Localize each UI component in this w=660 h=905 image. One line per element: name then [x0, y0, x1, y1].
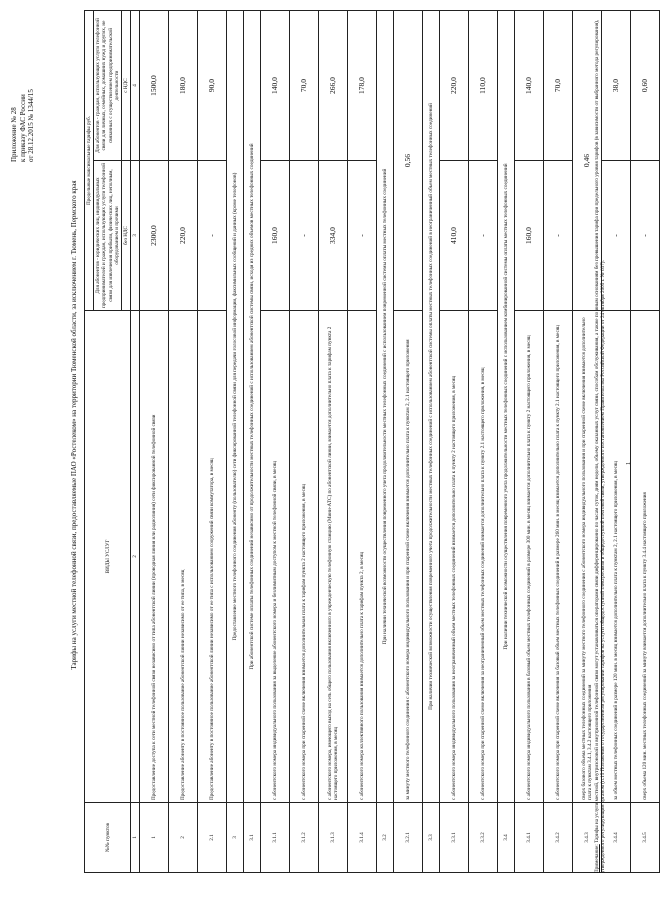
tariff-private-cell: 70,0: [544, 11, 573, 161]
row-number-cell: 3.2: [377, 803, 394, 873]
table-row: [261, 11, 290, 873]
tariff-merged-cell: 0,46: [573, 11, 602, 311]
service-description-cell: сверх базового объема местных телефонных соединений за минуту местного телефонного соединения с абонентского номера индивидуального пользования и при спаренной схеме включения взимается дополнительно плата к пунктам 3.4.1, 3.4.2 настоящего приложения: [573, 311, 602, 803]
row-number-cell: 3.3.2: [469, 803, 498, 873]
page-mark: 1: [626, 462, 632, 465]
row-number-cell: 3.4.1: [515, 803, 544, 873]
section-heading-cell: При наличии технической возможности осуществления повременного учета продолжительности местных телефонных соединений с использованием повременной системы оплаты местных телефонных соединений: [377, 11, 394, 803]
table-row: [140, 11, 169, 873]
table-row: [515, 11, 544, 873]
tariff-private-cell: 0,60: [631, 11, 660, 161]
tariff-legal-cell: -: [469, 161, 498, 311]
row-number-cell: 3: [227, 803, 244, 873]
tariff-legal-cell: 334,0: [319, 161, 348, 311]
appendix-line-2: к приказу ФАС России: [18, 94, 27, 162]
table-body: [140, 11, 660, 873]
tariff-private-cell: 110,0: [469, 11, 498, 161]
section-heading-cell: Предоставление местного телефонного соединения абоненту (пользователю) сети фиксированной телефонной связи для передачи голосовой информации, факсимильных сообщений и данных (кроме телефонов): [227, 11, 244, 803]
tariff-private-cell: 266,0: [319, 11, 348, 161]
col-index-2: 2: [131, 311, 140, 803]
row-number-cell: 3.1.2: [290, 803, 319, 873]
col-kind-header: ВИДЫ УСЛУГ: [85, 311, 131, 803]
footnote-text: Тарифы на услуги местной, внутризоновой и внутризонной телефонной связи могут устанавливаться операторами связи дифференцированно по часам суток, дням недели, объему оказанных услуг связи, способам обслуживания, а также по иным основаниям без превышения тарифа при предельного уровня тарифов (в зависимости от выбранного метода регулирования), утвержденного регулирующим органом (п.15 Положения о государственном регулировании тарифов на услуги общедоступной электросвязи и общедоступной почтовой связи, утвержденного постановлением Правительства Российской Федерации от 24 октября 2005 г. № 637).: [594, 19, 607, 873]
tariff-private-cell: 180,0: [169, 11, 198, 161]
appendix-line-3: от 28.12.2015 № 1344/15: [27, 89, 35, 162]
col-legal-header: Для абонентов - юридических лиц, индивидуальных предпринимателей и граждан, использующих услуги телефонной связи для извлечения прибыли, физических лиц, неполным, оборудованием и прочими: [94, 161, 122, 311]
row-number-cell: 3.1.3: [319, 803, 348, 873]
tariff-legal-cell: -: [602, 161, 631, 311]
table-row: [498, 11, 515, 873]
section-heading-cell: При абонентской системе оплаты телефонных соединений независимо от продолжительности местных телефонных соединений с использованием абонентской системы связи, исходя из средних объемов местных телефонных соединений: [244, 11, 261, 803]
tariff-private-cell: 70,0: [290, 11, 319, 161]
tariff-merged-cell: 0,56: [394, 11, 423, 311]
tariff-private-cell: 38,0: [602, 11, 631, 161]
tariff-legal-cell: 2300,0: [140, 161, 169, 311]
table-row: [377, 11, 394, 873]
tariff-legal-cell: 220,0: [169, 161, 198, 311]
row-number-cell: 3.1.1: [261, 803, 290, 873]
table-row: [227, 11, 244, 873]
col-price-header: Предельные максимальные тарифы руб.: [85, 11, 94, 311]
row-number-cell: 2: [169, 803, 198, 873]
tariff-legal-cell: -: [198, 161, 227, 311]
table-row: [394, 11, 423, 873]
tariff-legal-cell: -: [631, 161, 660, 311]
row-number-cell: 2.1: [198, 803, 227, 873]
tariff-private-cell: 1500,0: [140, 11, 169, 161]
service-description-cell: с абонентского номера индивидуального пользования за неограниченный объем местных телефонных соединений взимается дополнительно плата к пункту 2 настоящего приложения, в месяц: [440, 311, 469, 803]
table-row: [169, 11, 198, 873]
col-index-3: 3: [131, 161, 140, 311]
footnote-label: Примечание:: [594, 844, 600, 873]
service-description-cell: с абонентского номера коллективного пользования взимается дополнительно плата к тарифам пункта 2, в месяц: [348, 311, 377, 803]
table-row: [469, 11, 498, 873]
service-description-cell: с абонентского номера при спаренной схеме включения за базовый объем местных телефонных соединений в размере 260 мин. в месяц взимается дополнительно плата к пункту 2.1 настоящего приложения, в месяц: [544, 311, 573, 803]
tariff-legal-cell: -: [348, 161, 377, 311]
row-number-cell: 3.1.4: [348, 803, 377, 873]
footnote: [594, 13, 607, 873]
document-title: Тарифы на услуги местной телефонной связи, предоставляемые ПАО «Ростелеком» на территории Тюменской области, за исключением г. Тюмень, Пермского края: [70, 180, 78, 670]
row-number-cell: 3.2.1: [394, 803, 423, 873]
table-row: [290, 11, 319, 873]
tariff-legal-cell: 410,0: [440, 161, 469, 311]
table-row: [631, 11, 660, 873]
tariff-legal-cell: 160,0: [261, 161, 290, 311]
service-description-cell: за минуту местного телефонного соединения с абонентского номера индивидуального пользования и при спаренной схеме включения взимается дополнительно плата к пунктам 2, 2.1 настоящего приложения: [394, 311, 423, 803]
table-row: [244, 11, 261, 873]
tariff-private-cell: 140,0: [261, 11, 290, 161]
col-novat-header: без НДС: [122, 161, 131, 311]
section-heading-cell: При наличии технической возможности осуществления повременного учета продолжительности местных телефонных соединений с использованием комбинированной системы оплаты местных телефонных соединений: [498, 11, 515, 803]
service-description-cell: с абонентского номера, имеющего выход на сеть общего пользования включенного в учрежденческую телефонную станцию (Мини-АТС) по абонентской линии, взимается дополнительно плата к тарифам пункта 2 настоящего приложения, в месяц: [319, 311, 348, 803]
table-row: [348, 11, 377, 873]
service-description-cell: с абонентского номера индивидуального пользования за выделение абонентского номера и безлимитным доступом к местной телефонной связи, в месяц: [261, 311, 290, 803]
row-number-cell: 3.4.2: [544, 803, 573, 873]
appendix-block: [10, 12, 36, 162]
row-number-cell: 3.4.5: [631, 803, 660, 873]
tariff-private-cell: 140,0: [515, 11, 544, 161]
row-number-cell: 1: [140, 803, 169, 873]
row-number-cell: 3.4: [498, 803, 515, 873]
tariff-private-cell: 90,0: [198, 11, 227, 161]
col-vat-header: с НДС: [122, 11, 131, 161]
tariff-legal-cell: -: [290, 161, 319, 311]
row-number-cell: 3.3: [423, 803, 440, 873]
section-heading-cell: При наличии технической возможности осуществления повременного учета продолжительности местных телефонных соединений с использованием абонентской системы оплаты местных телефонных соединений в неограниченный объем местных телефонных соединений: [423, 11, 440, 803]
service-description-cell: Предоставление абоненту в постоянное пользование абонентской линии независимо от ее типа с использованием сооружений связи коммутатора, в месяц: [198, 311, 227, 803]
tariff-legal-cell: -: [544, 161, 573, 311]
tariff-legal-cell: 160,0: [515, 161, 544, 311]
service-description-cell: с абонентского номера индивидуального пользования в базовый объем местных телефонных соединений в размере 300 мин. в месяц взимается дополнительно плата к пункту 2 настоящего приложения, в месяц: [515, 311, 544, 803]
service-description-cell: сверх объема 120 мин. местных телефонных соединений за минуту взимается дополнительно плата к пункту 3.4.4 настоящего приложения: [631, 311, 660, 803]
col-index-4: 4: [131, 11, 140, 161]
service-description-cell: Предоставление абоненту в постоянное пользование абонентской линии независимо от ее типа, в месяц: [169, 311, 198, 803]
col-index-1: 1: [131, 803, 140, 873]
table-row: [544, 11, 573, 873]
service-description-cell: с абонентского номера при спаренной схеме включения взимается дополнительная плата к тарифам пункта 2 настоящего приложения, в месяц: [290, 311, 319, 803]
table-row: [423, 11, 440, 873]
col-private-header: Для абонентов - граждан, использующих услуги телефонной связи для личных, семейных, домашних нужд и других, не связанных с осуществлением предпринимательской деятельности: [94, 11, 122, 161]
row-number-cell: 3.4.4: [602, 803, 631, 873]
tariff-private-cell: 220,0: [440, 11, 469, 161]
row-number-cell: 3.1: [244, 803, 261, 873]
table-row: [319, 11, 348, 873]
service-description-cell: с абонентского номера при спаренной схеме включения за неограниченный объем местных телефонных соединений взимается дополнительно плата к пункту 2.1 настоящего приложения, в месяц: [469, 311, 498, 803]
tariff-table: [84, 10, 660, 873]
table-row: [198, 11, 227, 873]
col-num-header: №№ пунктов: [85, 803, 131, 873]
appendix-line-1: Приложение № 28: [10, 107, 18, 162]
service-description-cell: за объем местных телефонных соединений в размере 120 мин. в месяц взимается дополнительно плата к пунктам 2, 2.1 настоящего приложения, в месяц: [602, 311, 631, 803]
row-number-cell: 3.4.3: [573, 803, 602, 873]
row-number-cell: 3.3.1: [440, 803, 469, 873]
table-row: [440, 11, 469, 873]
tariff-private-cell: 178,0: [348, 11, 377, 161]
service-description-cell: Предоставление доступа к сети местной телефонной связи независимо от типа абонентской линии (проводная линия или радиолиния) сети фиксированной телефонной связи: [140, 311, 169, 803]
